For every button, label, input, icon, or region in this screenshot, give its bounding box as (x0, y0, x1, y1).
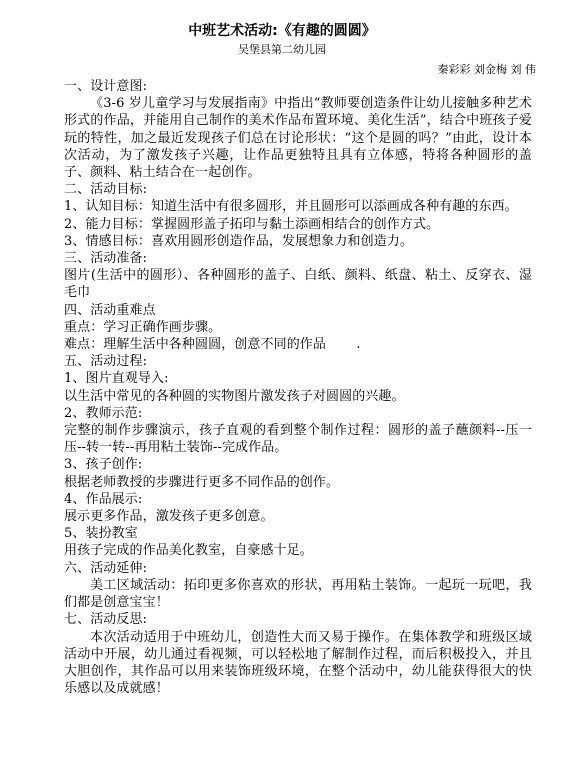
extension-paragraph: 美工区域活动：拓印更多你喜欢的形状，再用粘土装饰。一起玩一玩吧，我们都是创意宝宝！ (64, 577, 532, 611)
goal-cognitive: 1、认知目标：知道生活中有很多圆形，并且圆形可以添画成各种有趣的东西。 (64, 199, 518, 215)
process-step-5-title: 5、装扮教室 (64, 526, 138, 542)
section-heading-extension: 六、活动延伸: (64, 560, 148, 576)
document-body (64, 78, 532, 697)
process-step-4-text: 展示更多作品，激发孩子更多创意。 (64, 509, 274, 525)
goal-emotion: 3、情感目标：喜欢用圆形创造作品，发展想象力和创造力。 (64, 233, 413, 249)
process-step-3-text: 根据老师教授的步骤进行更多不同作品的创作。 (64, 474, 340, 490)
school-name: 吴堡县第二幼儿园 (238, 43, 326, 56)
section-heading-key-points: 四、活动重难点 (64, 302, 156, 318)
preparation-paragraph: 图片(生活中的圆形）、各种圆形的盖子、白纸、颜料、纸盘、粘土、反穿衣、湿毛巾 (64, 268, 532, 301)
author-names: 秦彩彩 刘金梅 刘 伟 (437, 63, 536, 76)
key-point-text: 重点：学习正确作画步骤。 (64, 319, 222, 335)
reflection-paragraph: 本次活动适用于中班幼儿，创造性大而又易于操作。在集体教学和班级区域活动中开展，幼儿通过看视频，可以轻松地了解制作过程，而后积极投入，并且大胆创作，其作品可以用来装饰班级环境，在整个活动中，幼儿能获得很大的快乐感以及成就感！ (64, 629, 532, 697)
process-step-2-title: 2、教师示范: (64, 405, 143, 421)
process-step-2-text: 完整的制作步骤演示，孩子直观的看到整个制作过程：圆形的盖子蘸颜料--压一压--转一转--再用粘土装饰--完成作品。 (64, 423, 532, 456)
section-heading-preparation: 三、活动准备: (64, 251, 148, 267)
process-step-4-title: 4、作品展示: (64, 491, 143, 507)
process-step-1-title: 1、图片直观导入: (64, 371, 169, 387)
difficult-point-text: 难点：理解生活中各种圆圆，创意不同的作品 . (64, 337, 361, 353)
section-heading-process: 五、活动过程: (64, 354, 148, 370)
section-heading-reflection: 七、活动反思: (64, 612, 148, 628)
document-title: 中班艺术活动:《有趣的圆圆》 (188, 23, 376, 39)
process-step-5-text: 用孩子完成的作品美化教室，自豪感十足。 (64, 543, 313, 559)
goal-ability: 2、能力目标：掌握圆形盖子拓印与黏土添画相结合的创作方式。 (64, 216, 440, 232)
process-step-3-title: 3、孩子创作: (64, 457, 143, 473)
section-heading-design-intent: 一、设计意图: (64, 79, 148, 94)
design-intent-paragraph: 《3-6 岁儿童学习与发展指南》中指出“教师要创造条件让幼儿接触多种艺术形式的作品，并能用自己制作的美术作品布置环境、美化生活”，结合中班孩子爱玩的特性，加之最近发现孩子们总在讨论形状：“这个是圆的吗？”由此，设计本次活动，为了激发孩子兴趣，让作品更独特且具有立体感，特将各种圆形的盖子、颜料、粘土结合在一起创作。 (64, 96, 532, 181)
section-heading-goals: 二、活动目标: (64, 182, 148, 198)
process-step-1-text: 以生活中常见的各种圆的实物图片激发孩子对圆圆的兴趣。 (64, 388, 405, 404)
